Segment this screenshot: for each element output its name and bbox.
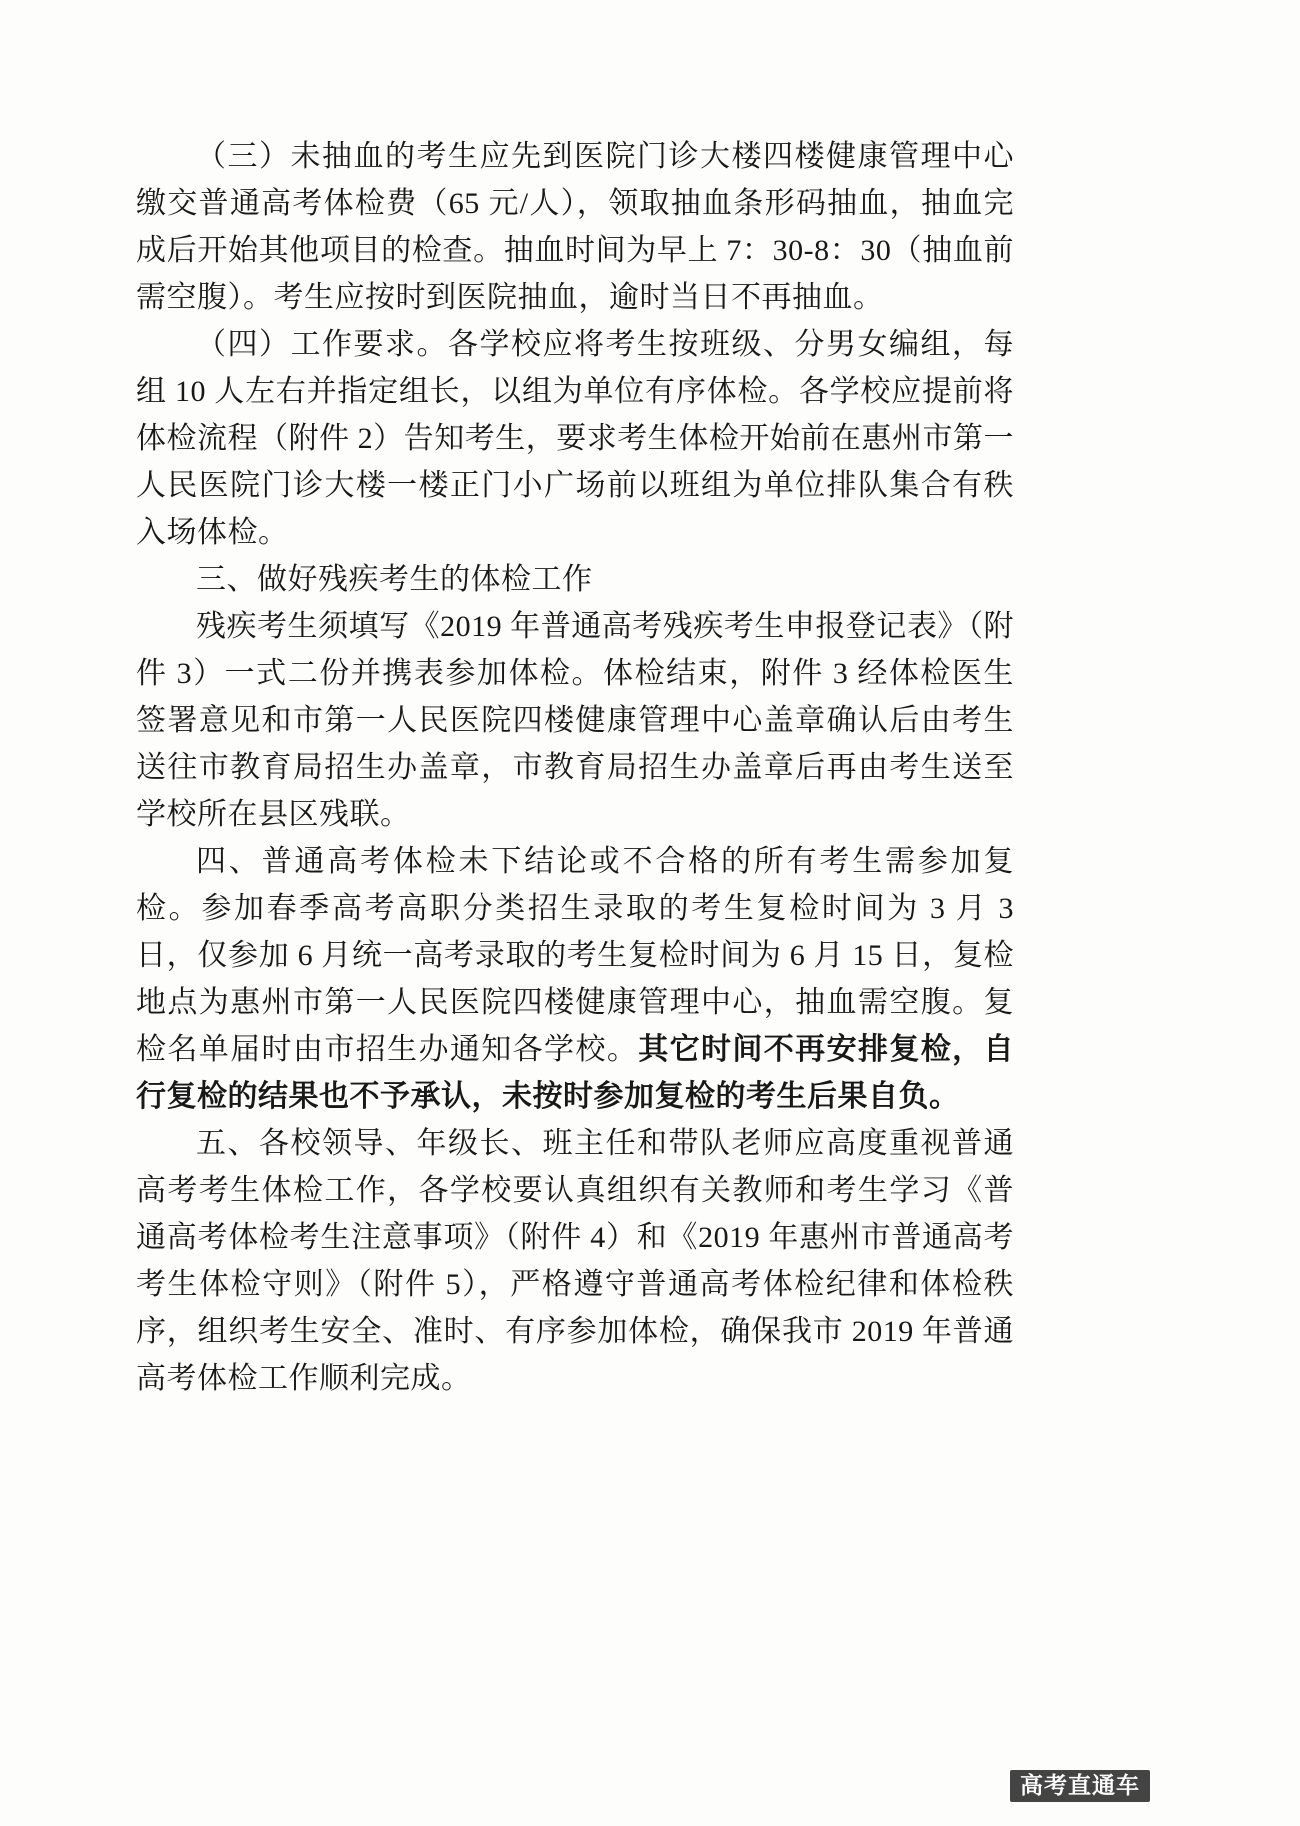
paragraph-leadership: 五、各校领导、年级长、班主任和带队老师应高度重视普通高考考生体检工作，各学校要认真组织有关教师和考生学习《普通高考体检考生注意事项》（附件 4）和《2019 年惠州市普通高考考生体检守则》（附件 5），严格遵守普通高考体检纪律和体检秩序，组织考生安全、准时、有序参加体检，确保我市 2019 年普通高考体检工作顺利完成。 xyxy=(136,1127,1014,1395)
paragraph-item-4: （四）工作要求。各学校应将考生按班级、分男女编组，每组 10 人左右并指定组长，以组为单位有序体检。各学校应提前将体检流程（附件 2）告知考生，要求考生体检开始前在惠州市第一人民医院门诊大楼一楼正门小广场前以班组为单位排队集合有秩入场体检。 xyxy=(136,328,1014,549)
paragraph-disabled-candidates: 残疾考生须填写《2019 年普通高考残疾考生申报登记表》（附件 3）一式二份并携表参加体检。体检结束，附件 3 经体检医生签署意见和市第一人民医院四楼健康管理中心盖章确认后由考生送往市教育局招生办盖章，市教育局招生办盖章后再由考生送至学校所在县区残联。 xyxy=(136,610,1014,831)
paragraph-item-3: （三）未抽血的考生应先到医院门诊大楼四楼健康管理中心缴交普通高考体检费（65 元/人），领取抽血条形码抽血，抽血完成后开始其他项目的检查。抽血时间为早上 7：30-8：30（抽血前需空腹）。考生应按时到医院抽血，逾时当日不再抽血。 xyxy=(136,140,1014,314)
paragraph-recheck xyxy=(136,838,1014,1120)
paragraph-recheck-normal: 四、普通高考体检未下结论或不合格的所有考生需参加复检。参加春季高考高职分类招生录取的考生复检时间为 3 月 3 日，仅参加 6 月统一高考录取的考生复检时间为 6 月 15 日，复检地点为惠州市第一人民医院四楼健康管理中心，抽血需空腹。复检名单届时由市招生办通知各学校。 xyxy=(136,845,1014,1066)
watermark-badge: 高考直通车 xyxy=(1010,1770,1150,1802)
section-heading-3: 三、做好残疾考生的体检工作 xyxy=(196,563,593,596)
document-body xyxy=(136,133,1014,1402)
paragraph-recheck-bold: 其它时间不再安排复检，自行复检的结果也不予承认，未按时参加复检的考生后果自负。 xyxy=(136,1033,1015,1113)
